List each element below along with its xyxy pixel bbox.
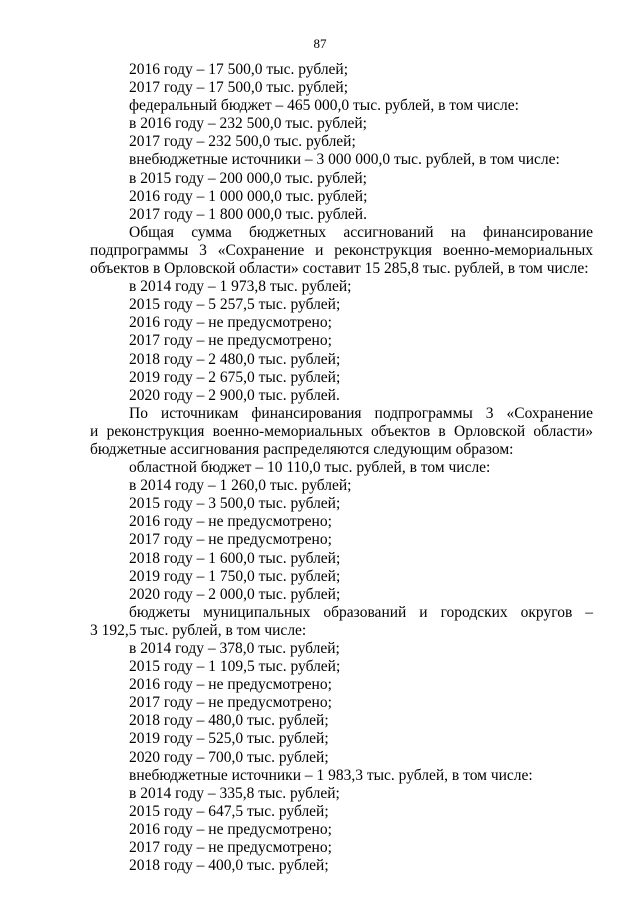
text-line: бюджеты муниципальных образований и городских округов –	[129, 603, 593, 621]
text-line: 2016 году – 1 000 000,0 тыс. рублей;	[129, 187, 368, 205]
text-line: 2020 году – 2 000,0 тыс. рублей;	[129, 585, 341, 603]
text-line: в 2014 году – 1 973,8 тыс. рублей;	[129, 278, 352, 296]
text-line: в 2014 году – 335,8 тыс. рублей;	[129, 784, 340, 802]
text-line: 2017 году – не предусмотрено;	[129, 531, 332, 549]
page-body	[90, 61, 593, 875]
text-line: в 2016 году – 232 500,0 тыс. рублей;	[129, 115, 367, 133]
text-line: областной бюджет – 10 110,0 тыс. рублей, в том числе:	[129, 459, 491, 477]
text-line: внебюджетные источники – 1 983,3 тыс. рублей, в том числе:	[129, 766, 533, 784]
text-line: 2017 году – 17 500,0 тыс. рублей;	[129, 79, 349, 97]
text-line: 2016 году – 17 500,0 тыс. рублей;	[129, 61, 349, 78]
text-line: По источникам финансирования подпрограммы 3 «Сохранение	[129, 404, 593, 422]
text-line: 2017 году – не предусмотрено;	[129, 839, 332, 857]
text-line: 2019 году – 2 675,0 тыс. рублей;	[129, 368, 341, 386]
text-line: 2019 году – 1 750,0 тыс. рублей;	[129, 567, 341, 585]
text-line: подпрограммы 3 «Сохранение и реконструкция военно-мемориальных	[90, 241, 593, 259]
text-line: 2018 году – 480,0 тыс. рублей;	[129, 712, 329, 730]
text-line: 2017 году – 1 800 000,0 тыс. рублей.	[129, 205, 367, 223]
text-line: 2018 году – 1 600,0 тыс. рублей;	[129, 549, 341, 567]
text-line: 2016 году – не предусмотрено;	[129, 314, 332, 332]
text-line: 2018 году – 2 480,0 тыс. рублей;	[129, 350, 341, 368]
text-line: 2015 году – 3 500,0 тыс. рублей;	[129, 495, 341, 513]
text-line: 2016 году – не предусмотрено;	[129, 513, 332, 531]
text-line: 2019 году – 525,0 тыс. рублей;	[129, 730, 329, 748]
text-line: 2020 году – 2 900,0 тыс. рублей.	[129, 386, 340, 404]
text-line: объектов в Орловской области» составит 15 285,8 тыс. рублей, в том числе:	[90, 260, 589, 278]
text-line: 2017 году – не предусмотрено;	[129, 332, 332, 350]
text-line: 2018 году – 400,0 тыс. рублей;	[129, 857, 329, 875]
text-line: федеральный бюджет – 465 000,0 тыс. рублей, в том числе:	[129, 97, 519, 115]
text-line: 2015 году – 1 109,5 тыс. рублей;	[129, 658, 341, 676]
text-line: внебюджетные источники – 3 000 000,0 тыс. рублей, в том числе:	[129, 151, 560, 169]
text-line: бюджетные ассигнования распределяются следующим образом:	[90, 440, 514, 458]
text-line: Общая сумма бюджетных ассигнований на финансирование	[129, 223, 593, 241]
text-line: и реконструкция военно-мемориальных объектов в Орловской области»	[90, 422, 593, 440]
text-line: в 2014 году – 378,0 тыс. рублей;	[129, 640, 340, 657]
page-number: 87	[313, 36, 327, 51]
text-line: 2015 году – 5 257,5 тыс. рублей;	[129, 296, 341, 314]
text-line: 2017 году – 232 500,0 тыс. рублей;	[129, 133, 356, 151]
text-line: 2020 году – 700,0 тыс. рублей;	[129, 748, 329, 766]
text-line: 2016 году – не предусмотрено;	[129, 676, 332, 694]
text-line: 2016 году – не предусмотрено;	[129, 820, 332, 838]
text-line: 2017 году – не предусмотрено;	[129, 694, 332, 712]
text-line: в 2015 году – 200 000,0 тыс. рублей;	[129, 169, 367, 187]
text-line: 3 192,5 тыс. рублей, в том числе:	[90, 621, 307, 639]
text-line: 2015 году – 647,5 тыс. рублей;	[129, 802, 329, 820]
text-line: в 2014 году – 1 260,0 тыс. рублей;	[129, 477, 352, 495]
